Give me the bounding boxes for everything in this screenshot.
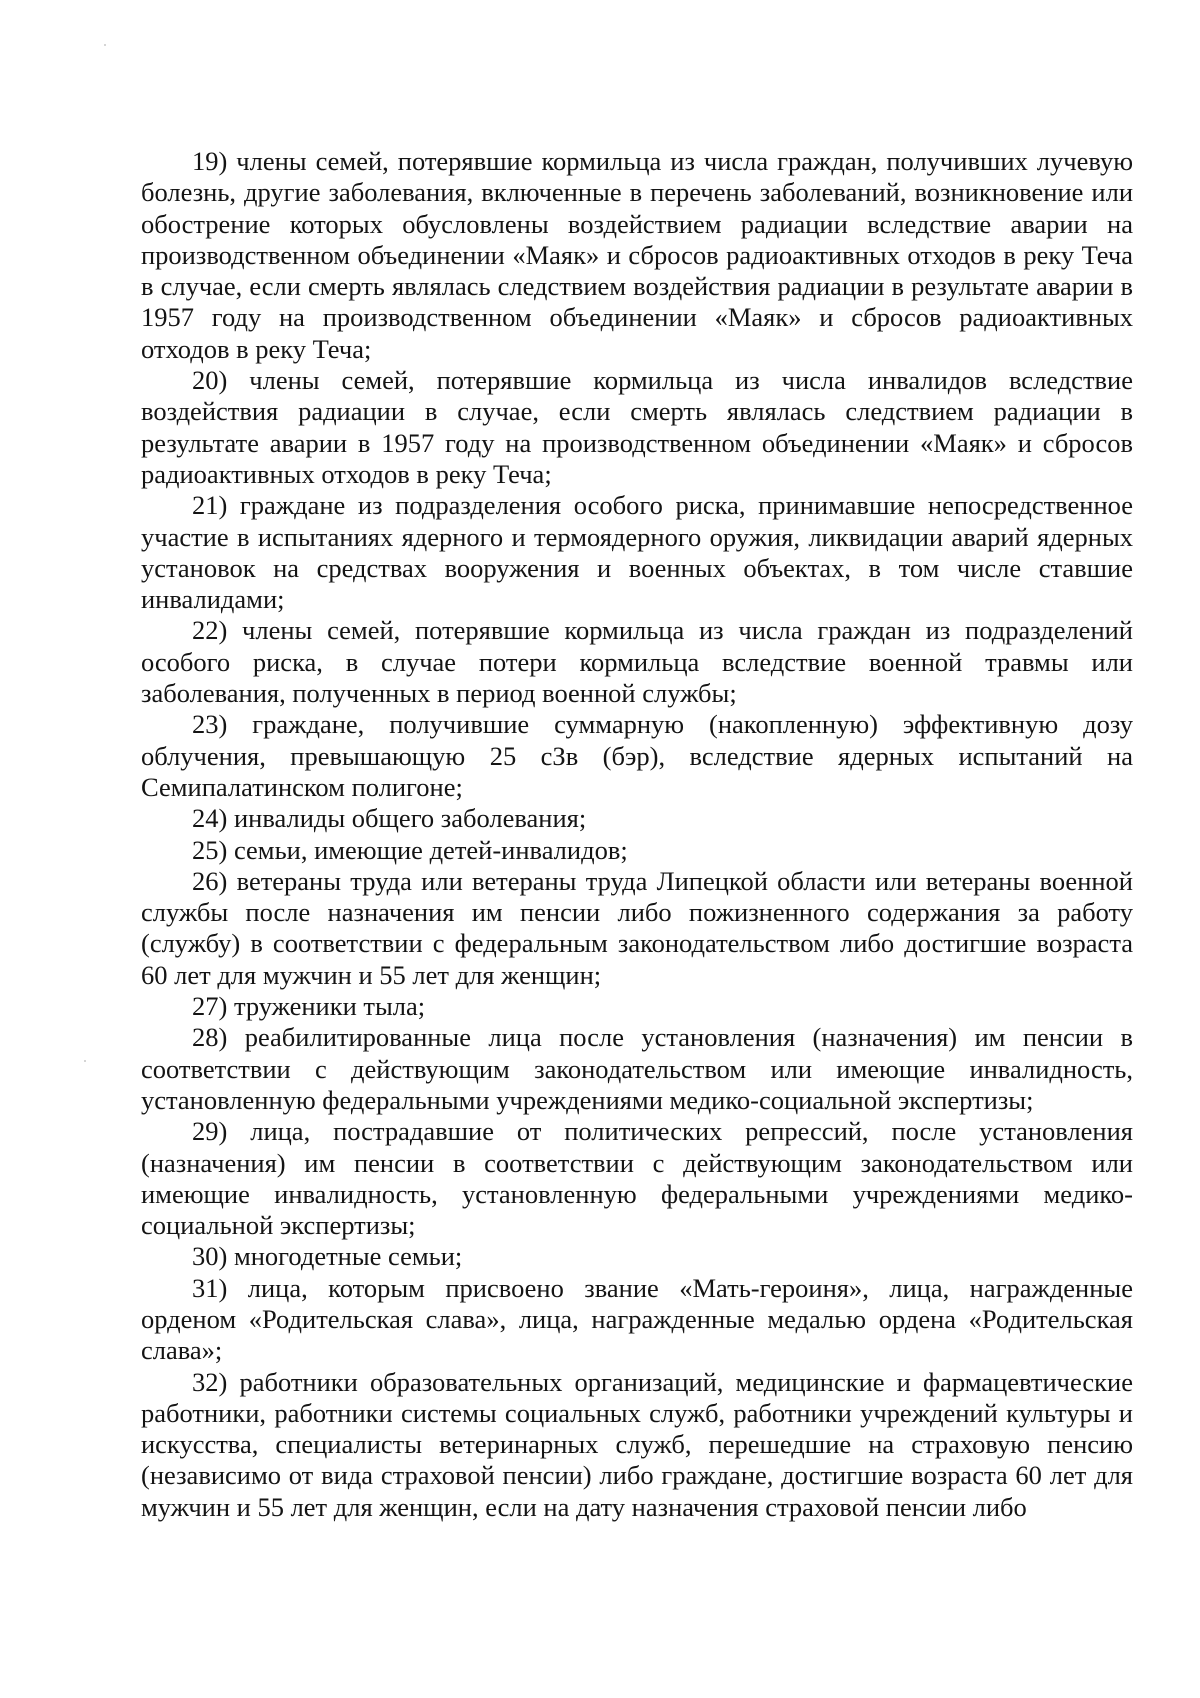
list-item-24: 24) инвалиды общего заболевания; [192, 803, 587, 834]
list-item-19: 19) члены семей, потерявшие кормильца из числа граждан, получивших лучевую болезнь, другие заболевания, включенные в перечень заболеваний, возникновение или обострение которых обусловлены воздействием радиации вследствие аварии на производственном объединении «Маяк» и сбросов радиоактивных отходов в реку Теча в случае, если смерть являлась следствием воздействия радиации в результате аварии в 1957 году на производственном объединении «Маяк» и сбросов радиоактивных отходов в реку Теча; [141, 146, 1133, 364]
list-item-27: 27) труженики тыла; [192, 991, 426, 1022]
list-item-20: 20) члены семей, потерявшие кормильца из числа инвалидов вследствие воздействия радиации в случае, если смерть являлась следствием радиации в результате аварии в 1957 году на производственном объединении «Маяк» и сбросов радиоактивных отходов в реку Теча; [141, 365, 1133, 489]
list-item-23: 23) граждане, получившие суммарную (накопленную) эффективную дозу облучения, превышающую 25 сЗв (бэр), вследствие ядерных испытаний на Семипалатинском полигоне; [141, 709, 1133, 802]
list-item-29: 29) лица, пострадавшие от политических репрессий, после установления (назначения) им пенсии в соответствии с действующим законодательством или имеющие инвалидность, установленную федеральными учреждениями медико-социальной экспертизы; [141, 1116, 1133, 1241]
list-item-21: 21) граждане из подразделения особого риска, принимавшие непосредственное участие в испытаниях ядерного и термоядерного оружия, ликвидации аварий ядерных установок на средствах вооружения и военных объектах, в том числе ставшие инвалидами; [141, 490, 1133, 615]
list-item-30: 30) многодетные семьи; [192, 1241, 463, 1272]
scan-speck [84, 1060, 86, 1062]
document-body [141, 146, 1133, 1523]
scan-speck [104, 44, 106, 46]
list-item-22: 22) члены семей, потерявшие кормильца из числа граждан из подразделений особого риска, в случае потери кормильца вследствие военной травмы или заболевания, полученных в период военной службы; [141, 615, 1133, 709]
list-item-28: 28) реабилитированные лица после установления (назначения) им пенсии в соответствии с действующим законодательством или имеющие инвалидность, установленную федеральными учреждениями медико-социальной экспертизы; [141, 1022, 1133, 1115]
list-item-25: 25) семьи, имеющие детей-инвалидов; [192, 834, 628, 865]
list-item-32: 32) работники образовательных организаций, медицинские и фармацевтические работники, работники системы социальных служб, работники учреждений культуры и искусства, специалисты ветеринарных служб, перешедшие на страховую пенсию (независимо от вида страховой пенсии) либо граждане, достигшие возраста 60 лет для мужчин и 55 лет для женщин, если на дату назначения страховой пенсии либо [141, 1366, 1133, 1522]
list-item-26: 26) ветераны труда или ветераны труда Липецкой области или ветераны военной службы после назначения им пенсии либо пожизненного содержания за работу (службу) в соответствии с федеральным законодательством либо достигшие возраста 60 лет для мужчин и 55 лет для женщин; [141, 865, 1133, 990]
list-item-31: 31) лица, которым присвоено звание «Мать-героиня», лица, награжденные орденом «Родительская слава», лица, награжденные медалью ордена «Родительская слава»; [141, 1272, 1133, 1366]
